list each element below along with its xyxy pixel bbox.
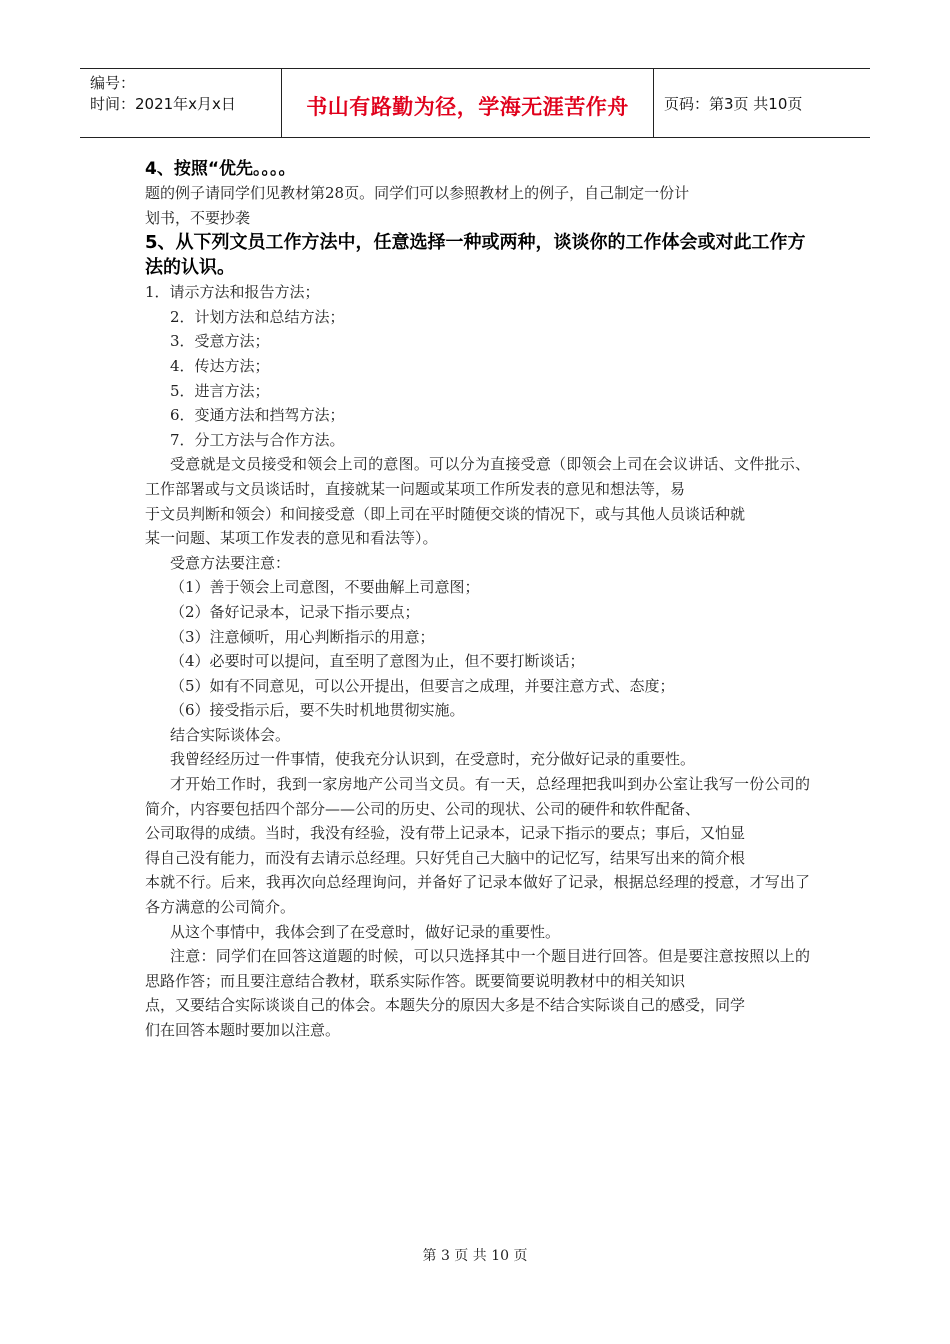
paragraph: 从这个事情中，我体会到了在受意时，做好记录的重要性。 <box>170 922 561 941</box>
doc-number-label: 编号： <box>90 74 136 92</box>
notes-intro: 受意方法要注意： <box>170 553 291 572</box>
paragraph: 我曾经经历过一件事情，使我充分认识到，在受意时，充分做好记录的重要性。 <box>170 750 696 769</box>
paragraph: 于文员判断和领会）和间接受意（即上司在平时随便交谈的情况下，或与其他人员谈话种就 <box>145 504 746 523</box>
question-5-title: 5、从下列文员工作方法中，任意选择一种或两种，谈谈你的工作体会或对此工作方法的认识。 <box>145 232 806 279</box>
paragraph: 某一问题、某项工作发表的意见和看法等）。 <box>145 529 438 548</box>
paragraph: 本就不行。后来，我再次向总经理询问，并备好了记录本做好了记录，根据总经理的授意，才写出了各方满意的公司简介。 <box>145 873 810 917</box>
method-item: 6．变通方法和挡驾方法； <box>170 406 345 425</box>
note-item: （2）备好记录本，记录下指示要点； <box>170 602 420 621</box>
note-item: （3）注意倾听，用心判断指示的用意； <box>170 627 435 646</box>
header-motto: 书山有路勤为径，学海无涯苦作舟 <box>306 95 629 119</box>
paragraph: 受意就是文员接受和领会上司的意图。可以分为直接受意（即领会上司在会议讲话、文件批示、工作部署或与文员谈话时，直接就某一问题或某项工作所发表的意见和想法等，易 <box>145 455 810 498</box>
question-4-text: 划书，不要抄袭 <box>145 208 251 227</box>
note-item: （5）如有不同意见，可以公开提出，但要言之成理，并要注意方式、态度； <box>170 676 675 695</box>
paragraph: 点，又要结合实际谈谈自己的体会。本题失分的原因大多是不结合实际谈自己的感受，同学 <box>145 996 746 1015</box>
paragraph: 得自己没有能力，而没有去请示总经理。只好凭自己大脑中的记忆写，结果写出来的简介根 <box>145 848 746 867</box>
paragraph: 公司取得的成绩。当时，我没有经验，没有带上记录本，记录下指示的要点；事后，又怕显 <box>145 824 746 843</box>
method-item: 5．进言方法； <box>170 381 270 400</box>
note-item: （4）必要时可以提问，直至明了意图为止，但不要打断谈话； <box>170 652 585 671</box>
paragraph: 才开始工作时，我到一家房地产公司当文员。有一天，总经理把我叫到办公室让我写一份公司的简介，内容要包括四个部分——公司的历史、公司的现状、公司的硬件和软件配备、 <box>145 775 810 818</box>
paragraph: 结合实际谈体会。 <box>170 725 291 744</box>
question-4-text: 题的例子请同学们见教材第28页。同学们可以参照教材上的例子，自己制定一份计 <box>145 184 690 202</box>
question-4-title: 4、按照“优先。。。。 <box>145 159 296 179</box>
header-motto-cell <box>282 69 654 137</box>
method-item: 2．计划方法和总结方法； <box>170 307 345 326</box>
paragraph: 注意：同学们在回答这道题的时候，可以只选择其中一个题目进行回答。但是要注意按照以上的思路作答；而且要注意结合教材，联系实际作答。既要简要说明教材中的相关知识 <box>145 947 810 990</box>
note-item: （1）善于领会上司意图，不要曲解上司意图； <box>170 578 480 597</box>
page-header <box>80 68 870 138</box>
header-meta <box>80 69 282 137</box>
method-item: 1．请示方法和报告方法； <box>145 283 320 302</box>
page-footer: 第 3 页 共 10 页 <box>422 1248 528 1264</box>
header-page-info: 页码：第3页 共10页 <box>664 94 803 113</box>
method-item: 7．分工方法与合作方法。 <box>170 430 345 449</box>
main-content <box>145 157 810 1043</box>
method-item: 4．传达方法； <box>170 356 270 375</box>
note-item: （6）接受指示后，要不失时机地贯彻实施。 <box>170 701 465 720</box>
doc-date-label: 时间：2021年x月x日 <box>90 95 236 113</box>
paragraph: 们在回答本题时要加以注意。 <box>145 1021 341 1039</box>
method-item: 3．受意方法； <box>170 332 270 351</box>
